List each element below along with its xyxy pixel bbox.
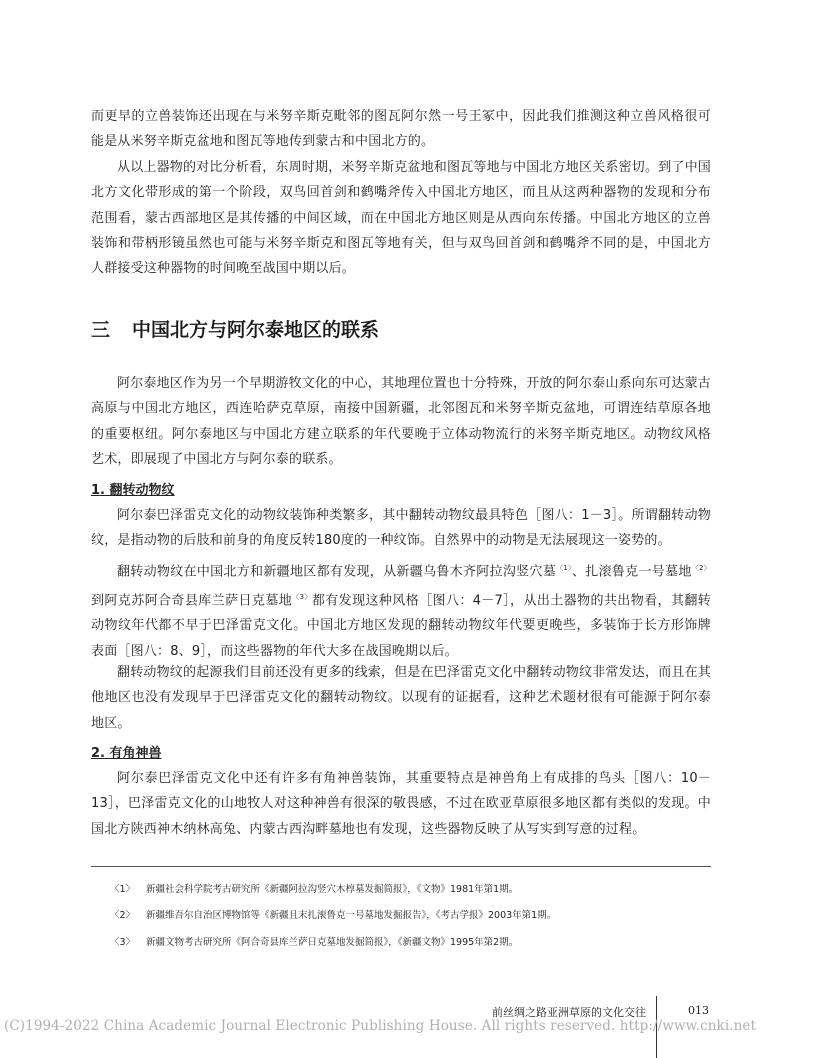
text-run: 翻转动物纹在中国北方和新疆地区都有发现，从新疆乌鲁木齐阿拉沟竖穴墓 <box>117 564 557 580</box>
footnote-1 <box>110 881 518 895</box>
subheading-flipped-animal: 1. 翻转动物纹 <box>91 483 175 498</box>
footnote-text: 新疆社会科学院考古研究所《新疆阿拉沟竖穴木椁墓发掘简报》，《文物》1981年第1期。 <box>146 884 519 895</box>
paragraph-flipped-1: 阿尔泰巴泽雷克文化的动物纹装饰种类繁多，其中翻转动物纹最具特色［图八：1－3］。所谓翻转动物纹，是指动物的后肢和前身的角度反转180度的一种纹饰。自然界中的动物是无法展现这一姿势的。 <box>91 508 711 549</box>
footnote-text: 新疆文物考古研究所《阿合奇县库兰萨日克墓地发掘简报》，《新疆文物》1995年第2期。 <box>146 937 519 948</box>
footnote-mark: 〈1〉 <box>110 884 136 895</box>
footnote-ref-1[interactable]: 〈1〉 <box>556 564 572 572</box>
copyright-watermark: (C)1994-2022 China Academic Journal Electronic Publishing House. All rights reserved. http://www.cnki.net <box>4 1018 757 1034</box>
subheading-horned-beast: 2. 有角神兽 <box>91 746 162 761</box>
paragraph-flipped-2 <box>91 556 711 664</box>
footnote-text: 新疆维吾尔自治区博物馆等《新疆且末扎滚鲁克一号墓地发掘报告》，《考古学报》2003年第1期。 <box>146 910 557 921</box>
footnote-ref-2[interactable]: 〈2〉 <box>691 564 711 572</box>
paragraph-intro: 而更早的立兽装饰还出现在与米努辛斯克毗邻的图瓦阿尔然一号王冢中，因此我们推测这种立兽风格很可能是从米努辛斯克盆地和图瓦等地传到蒙古和中国北方的。 <box>91 109 711 150</box>
section-heading <box>91 315 379 342</box>
footnote-divider <box>91 866 711 867</box>
running-footer-title: 前丝绸之路亚洲草原的文化交往 <box>492 1006 646 1019</box>
footnote-ref-3[interactable]: 〈3〉 <box>292 592 312 601</box>
paragraph-flipped-3: 翻转动物纹的起源我们目前还没有更多的线索，但是在巴泽雷克文化中翻转动物纹非常发达，而且在其他地区也没有发现早于巴泽雷克文化的翻转动物纹。以现有的证据看，这种艺术题材很有可能源于阿尔泰地区。 <box>91 665 712 731</box>
paragraph-altai: 阿尔泰地区作为另一个早期游牧文化的中心，其地理位置也十分特殊，开放的阿尔泰山系向东可达蒙古高原与中国北方地区，西连哈萨克草原，南接中国新疆，北邻图瓦和米努辛斯克盆地，可谓连结草原各地的重要枢纽。阿尔泰地区与中国北方建立联系的年代要晚于立体动物流行的米努辛斯克地区。动物纹风格艺术，即展现了中国北方与阿尔泰的联系。 <box>91 376 712 467</box>
page-number: 013 <box>688 1004 709 1017</box>
section-title: 中国北方与阿尔泰地区的联系 <box>132 319 380 341</box>
text-run: 到阿克苏阿合奇县库兰萨日克墓地 <box>91 592 293 608</box>
paragraph-horned-beast: 阿尔泰巴泽雷克文化中还有许多有角神兽装饰，其重要特点是神兽角上有成排的鸟头［图八：10－13］，巴泽雷克文化的山地牧人对这种神兽有很深的敬畏感，不过在欧亚草原很多地区都有类似的发现。中国北方陕西神木纳林高兔、内蒙古西沟畔墓地也有发现，这些器物反映了从写实到写意的过程。 <box>91 771 711 837</box>
text-run: 、扎滚鲁克一号墓地 <box>571 564 692 580</box>
text-run: 都有发现这种风格［图八：4－7］，从出土器物的共出物看，其翻转动物纹年代都不早于巴泽雷克文化。中国北方地区发现的翻转动物纹年代要更晚些，多装饰于长方形饰牌表面［图八：8、9］，而这些器物的年代大多在战国晚期以后。 <box>91 592 711 659</box>
footnote-mark: 〈2〉 <box>110 910 136 921</box>
section-number: 三 <box>91 319 111 341</box>
footnote-2 <box>110 907 556 921</box>
footnote-mark: 〈3〉 <box>110 937 136 948</box>
paragraph-comparison: 从以上器物的对比分析看，东周时期，米努辛斯克盆地和图瓦等地与中国北方地区关系密切。到了中国北方文化带形成的第一个阶段，双鸟回首剑和鹤嘴斧传入中国北方地区，而且从这两种器物的发现和分布范围看，蒙古西部地区是其传播的中间区域，而在中国北方地区则是从西向东传播。中国北方地区的立兽装饰和带柄形镜虽然也可能与米努辛斯克和图瓦等地有关，但与双鸟回首剑和鹤嘴斧不同的是，中国北方人群接受这种器物的时间晚至战国中期以后。 <box>91 160 712 277</box>
footnote-3 <box>110 934 518 948</box>
